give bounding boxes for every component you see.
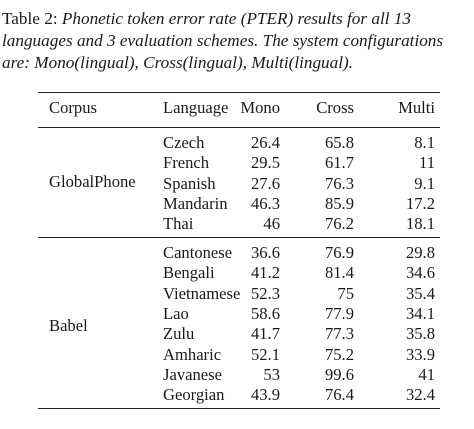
cell-cross: 81.4 — [324, 263, 354, 283]
cell-mono: 52.3 — [250, 283, 280, 303]
cell-multi: 41 — [418, 364, 435, 384]
cell-cross: 76.9 — [324, 243, 354, 262]
table-row — [38, 174, 440, 194]
cell-mono: 46.3 — [250, 193, 280, 213]
cell-mono: 58.6 — [250, 303, 280, 323]
cell-multi: 33.9 — [405, 344, 435, 364]
cell-multi: 35.8 — [405, 324, 435, 344]
table-row — [38, 385, 440, 405]
cell-multi: 11 — [419, 153, 435, 173]
cell-language: Lao — [163, 303, 189, 323]
header-corpus: Corpus — [49, 98, 97, 117]
bottom-rule — [38, 408, 440, 409]
cell-multi: 9.1 — [414, 173, 435, 193]
table-row — [38, 133, 440, 153]
table-row — [38, 345, 440, 365]
cell-mono: 46 — [263, 214, 280, 234]
cell-mono: 52.1 — [250, 344, 280, 364]
cell-cross: 65.8 — [324, 133, 354, 152]
cell-mono: 27.6 — [250, 173, 280, 193]
cell-mono: 29.5 — [250, 153, 280, 173]
cell-language: Vietnamese — [163, 283, 241, 303]
cell-multi: 18.1 — [405, 214, 435, 234]
cell-language: Amharic — [163, 344, 222, 364]
cell-cross: 85.9 — [324, 193, 354, 213]
cell-cross: 76.3 — [324, 173, 354, 193]
table-row — [38, 243, 440, 263]
cell-cross: 76.2 — [324, 214, 354, 234]
cell-multi: 35.4 — [405, 283, 435, 303]
table-header-row — [38, 98, 440, 118]
cell-multi: 29.8 — [405, 243, 435, 262]
group-divider-rule — [38, 237, 440, 238]
cell-language: Georgian — [163, 385, 225, 405]
cell-mono: 43.9 — [250, 385, 280, 405]
cell-language: Mandarin — [163, 193, 228, 213]
table-row — [38, 365, 440, 385]
cell-language: Cantonese — [163, 243, 233, 262]
cell-language: Zulu — [163, 324, 195, 344]
cell-language: Bengali — [163, 263, 215, 283]
caption-label: Table 2: — [2, 9, 58, 28]
cell-mono: 53 — [263, 364, 280, 384]
cell-language: Spanish — [163, 173, 216, 193]
corpus-label: Babel — [49, 316, 88, 335]
caption-text: Phonetic token error rate (PTER) results for all 13 languages and 3 evaluation schemes. The system configurations are: Mono(lingual), Cross(lingual), Multi(lingual). — [2, 9, 444, 72]
cell-multi: 8.1 — [414, 133, 435, 152]
table-row — [38, 263, 440, 283]
cell-cross: 75.2 — [324, 344, 354, 364]
cell-cross: 76.4 — [324, 385, 354, 405]
corpus-label: GlobalPhone — [49, 172, 136, 191]
table-caption — [2, 8, 472, 74]
cell-cross: 77.9 — [324, 303, 354, 323]
cell-cross: 75 — [337, 283, 354, 303]
cell-multi: 17.2 — [405, 193, 435, 213]
header-language: Language — [163, 98, 229, 117]
cell-cross: 99.6 — [324, 364, 354, 384]
cell-language: Thai — [163, 214, 194, 234]
header-multi: Multi — [398, 98, 435, 117]
cell-mono: 36.6 — [250, 243, 280, 262]
table-row — [38, 304, 440, 324]
cell-multi: 32.4 — [405, 385, 435, 405]
header-rule — [38, 127, 440, 128]
cell-cross: 61.7 — [324, 153, 354, 173]
table-row — [38, 284, 440, 304]
cell-language: Czech — [163, 133, 205, 152]
table-row — [38, 153, 440, 173]
cell-mono: 41.7 — [250, 324, 280, 344]
cell-mono: 41.2 — [250, 263, 280, 283]
table-row — [38, 324, 440, 344]
top-rule — [38, 92, 440, 93]
cell-mono: 26.4 — [250, 133, 280, 152]
cell-multi: 34.6 — [405, 263, 435, 283]
cell-language: Javanese — [163, 364, 222, 384]
cell-multi: 34.1 — [405, 303, 435, 323]
cell-cross: 77.3 — [324, 324, 354, 344]
cell-language: French — [163, 153, 210, 173]
table-row — [38, 194, 440, 214]
header-cross: Cross — [316, 98, 354, 117]
table-row — [38, 214, 440, 234]
header-mono: Mono — [240, 98, 280, 117]
